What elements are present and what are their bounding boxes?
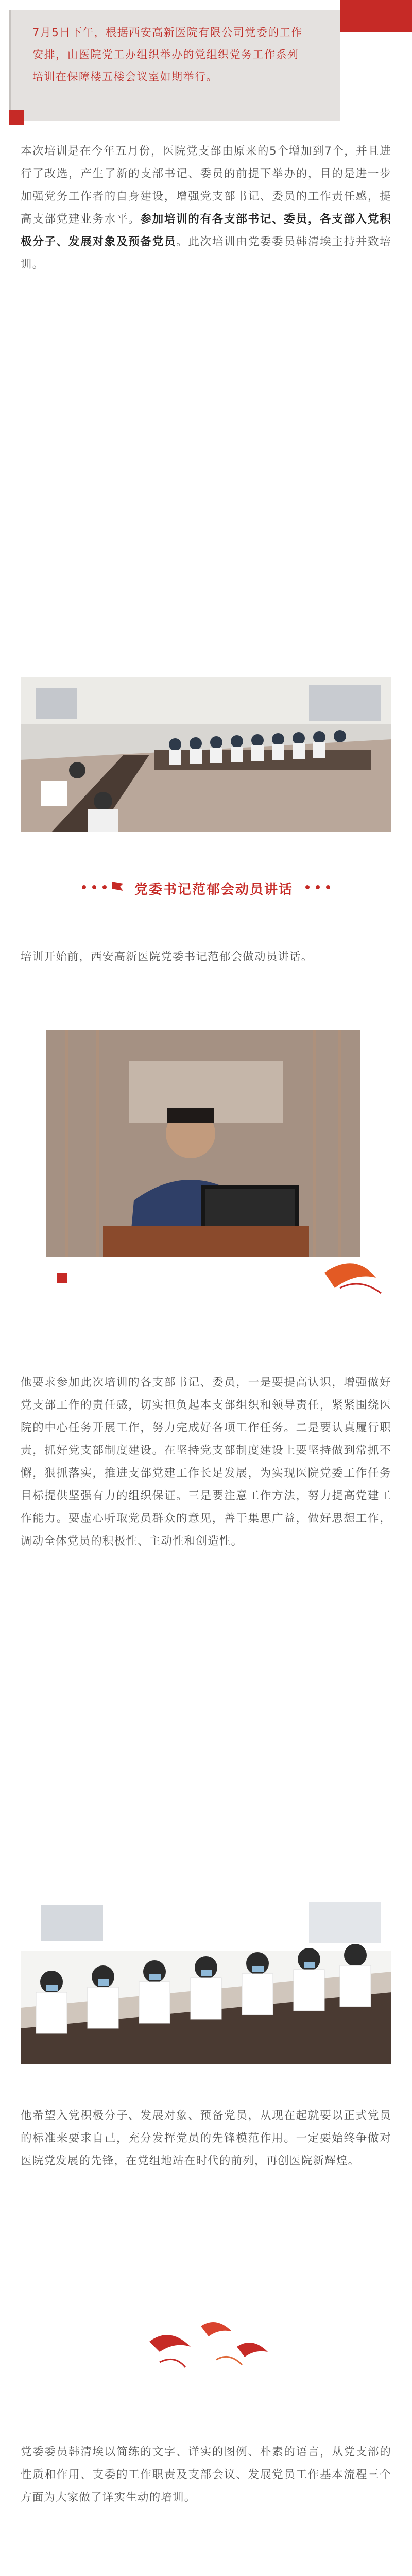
intro-accent-corner xyxy=(340,0,412,32)
birds-decoration-icon xyxy=(139,2311,273,2383)
photo-speaker-frame xyxy=(46,1030,386,1319)
section-right-dots-icon xyxy=(302,882,333,894)
paragraph-1-text-a: 本次培训是在今年五月份，医院党支部由原来的5个增加到7个，并且进行了改选，产生了新的支部书记、委员的前提下举办的，目的是进一步加强党务工作者的自身建设，增强党支部书记、委员的工作责任感，提高支部党建业务水平。 xyxy=(21,145,391,226)
photo-meeting-room xyxy=(21,677,391,832)
section-header xyxy=(0,873,412,904)
section-flag-icon xyxy=(110,879,125,897)
paragraph-1-emphasis: 参加培训的有各支部书记、委员，各支部入党积极分子、发展对象及预备党员 xyxy=(21,213,391,248)
photo-attendees xyxy=(21,1894,391,2064)
paragraph-5: 党委委员韩清埃以简练的文字、详实的图例、朴素的语言，从党支部的性质和作用、支委的工作职责及支部会议、发展党员工作基本流程三个方面为大家做了详实生动的培训。 xyxy=(21,2446,391,2504)
paragraph-1 xyxy=(21,140,391,276)
intro-text: 7月5日下午，根据西安高新医院有限公司党委的工作安排，由医院党工办组织举办的党组织党务工作系列培训在保障楼五楼会议室如期举行。 xyxy=(9,10,340,121)
paragraph-2: 培训开始前，西安高新医院党委书记范郁会做动员讲话。 xyxy=(21,951,313,963)
paragraph-1-text-b: 。此次培训由党委委员韩清埃主持并致培训。 xyxy=(21,235,391,271)
paragraph-3: 他要求参加此次培训的各支部书记、委员，一是要提高认识，增强做好党支部工作的责任感，切实担负起本支部组织和领导责任，紧紧围绕医院的中心任务开展工作，努力完成好各项工作任务。二是要认真履行职责，抓好党支部制度建设。在坚持党支部制度建设上要坚持做到常抓不懈，狠抓落实，推进支部党建工作长足发展，为实现医院党委工作任务目标提供坚强有力的组织保证。三是要注意工作方法，努力提高党建工作能力。要虚心听取党员群众的意见，善于集思广益，做好思想工作，调动全体党员的积极性、主动性和创造性。 xyxy=(21,1376,391,1548)
section-left-dots-icon xyxy=(79,882,110,894)
paragraph-4: 他希望入党积极分子、发展对象、预备党员，从现在起就要以正式党员的标准来要求自己，充分发挥党员的先锋模范作用。一定要始终争做对医院党发展的先锋，在党组地站在时代的前列，再创医院新辉煌。 xyxy=(21,2109,391,2167)
intro-block xyxy=(0,0,412,129)
section-title: 党委书记范郁会动员讲话 xyxy=(134,882,293,897)
intro-accent-square xyxy=(9,110,24,125)
